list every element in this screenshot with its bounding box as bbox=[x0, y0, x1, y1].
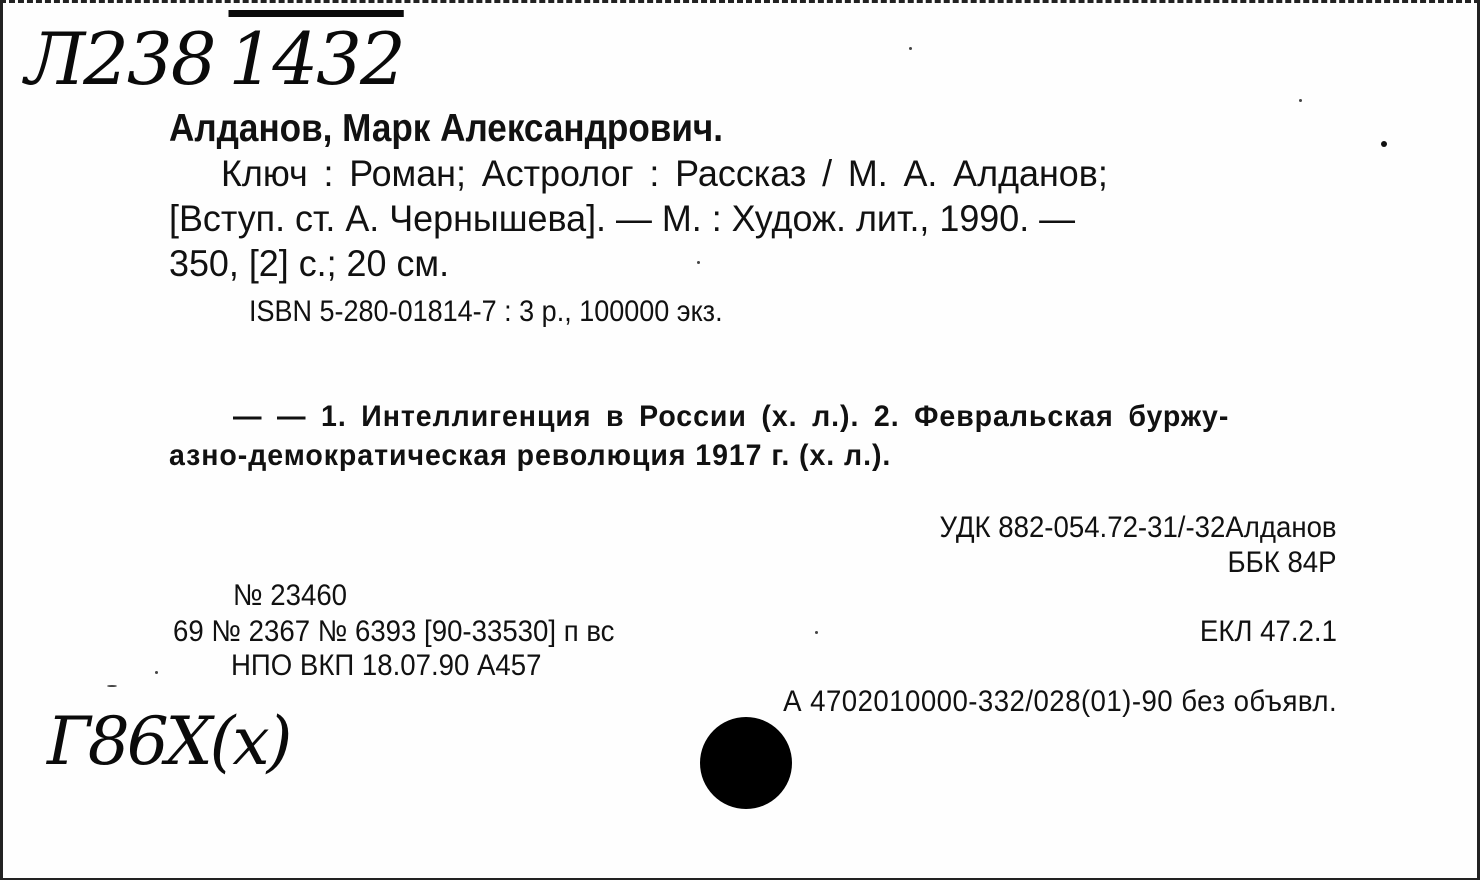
publisher-code: А 4702010000-332/028(01)-90 без объявл. bbox=[783, 685, 1337, 718]
speck bbox=[155, 671, 158, 674]
npo-line: НПО ВКП 18.07.90 А457 bbox=[231, 649, 542, 682]
shelf-mark-number: 1432 bbox=[228, 17, 404, 101]
title-line: Ключ : Роман; Астролог : Рассказ / М. А. Алданов; bbox=[221, 153, 1108, 194]
isbn-line: ISBN 5-280-01814-7 : 3 р., 100000 экз. bbox=[249, 295, 723, 328]
ekl-code: ЕКЛ 47.2.1 bbox=[1199, 615, 1337, 648]
speck bbox=[815, 631, 818, 634]
author-heading: Алданов, Марк Александрович. bbox=[169, 107, 724, 150]
subject-line-1: — — 1. Интеллигенция в России (х. л.). 2. Февральская буржу- bbox=[233, 400, 1230, 433]
punch-hole bbox=[700, 717, 792, 809]
speck bbox=[1299, 99, 1302, 102]
record-number: № 23460 bbox=[233, 579, 348, 612]
subject-line-2: азно-демократическая революция 1917 г. (х. л.). bbox=[169, 439, 892, 472]
speck bbox=[697, 261, 700, 264]
udk-code: УДК 882-054.72-31/-32Алданов bbox=[939, 511, 1337, 544]
speck bbox=[909, 47, 912, 50]
bbk-code: ББК 84Р bbox=[1227, 546, 1337, 579]
order-number-line: 69 № 2367 № 6393 [90-33530] п вс bbox=[173, 615, 615, 648]
speck bbox=[107, 685, 117, 687]
shelf-mark-code: Л238 bbox=[25, 17, 215, 101]
accession-mark: Г86Х(х) bbox=[47, 703, 290, 780]
speck bbox=[1381, 141, 1387, 147]
pagination-line: 350, [2] с.; 20 см. bbox=[169, 243, 450, 284]
shelf-mark bbox=[25, 17, 404, 101]
imprint-line: [Вступ. ст. А. Чернышева]. — М. : Худож. лит., 1990. — bbox=[169, 198, 1076, 239]
